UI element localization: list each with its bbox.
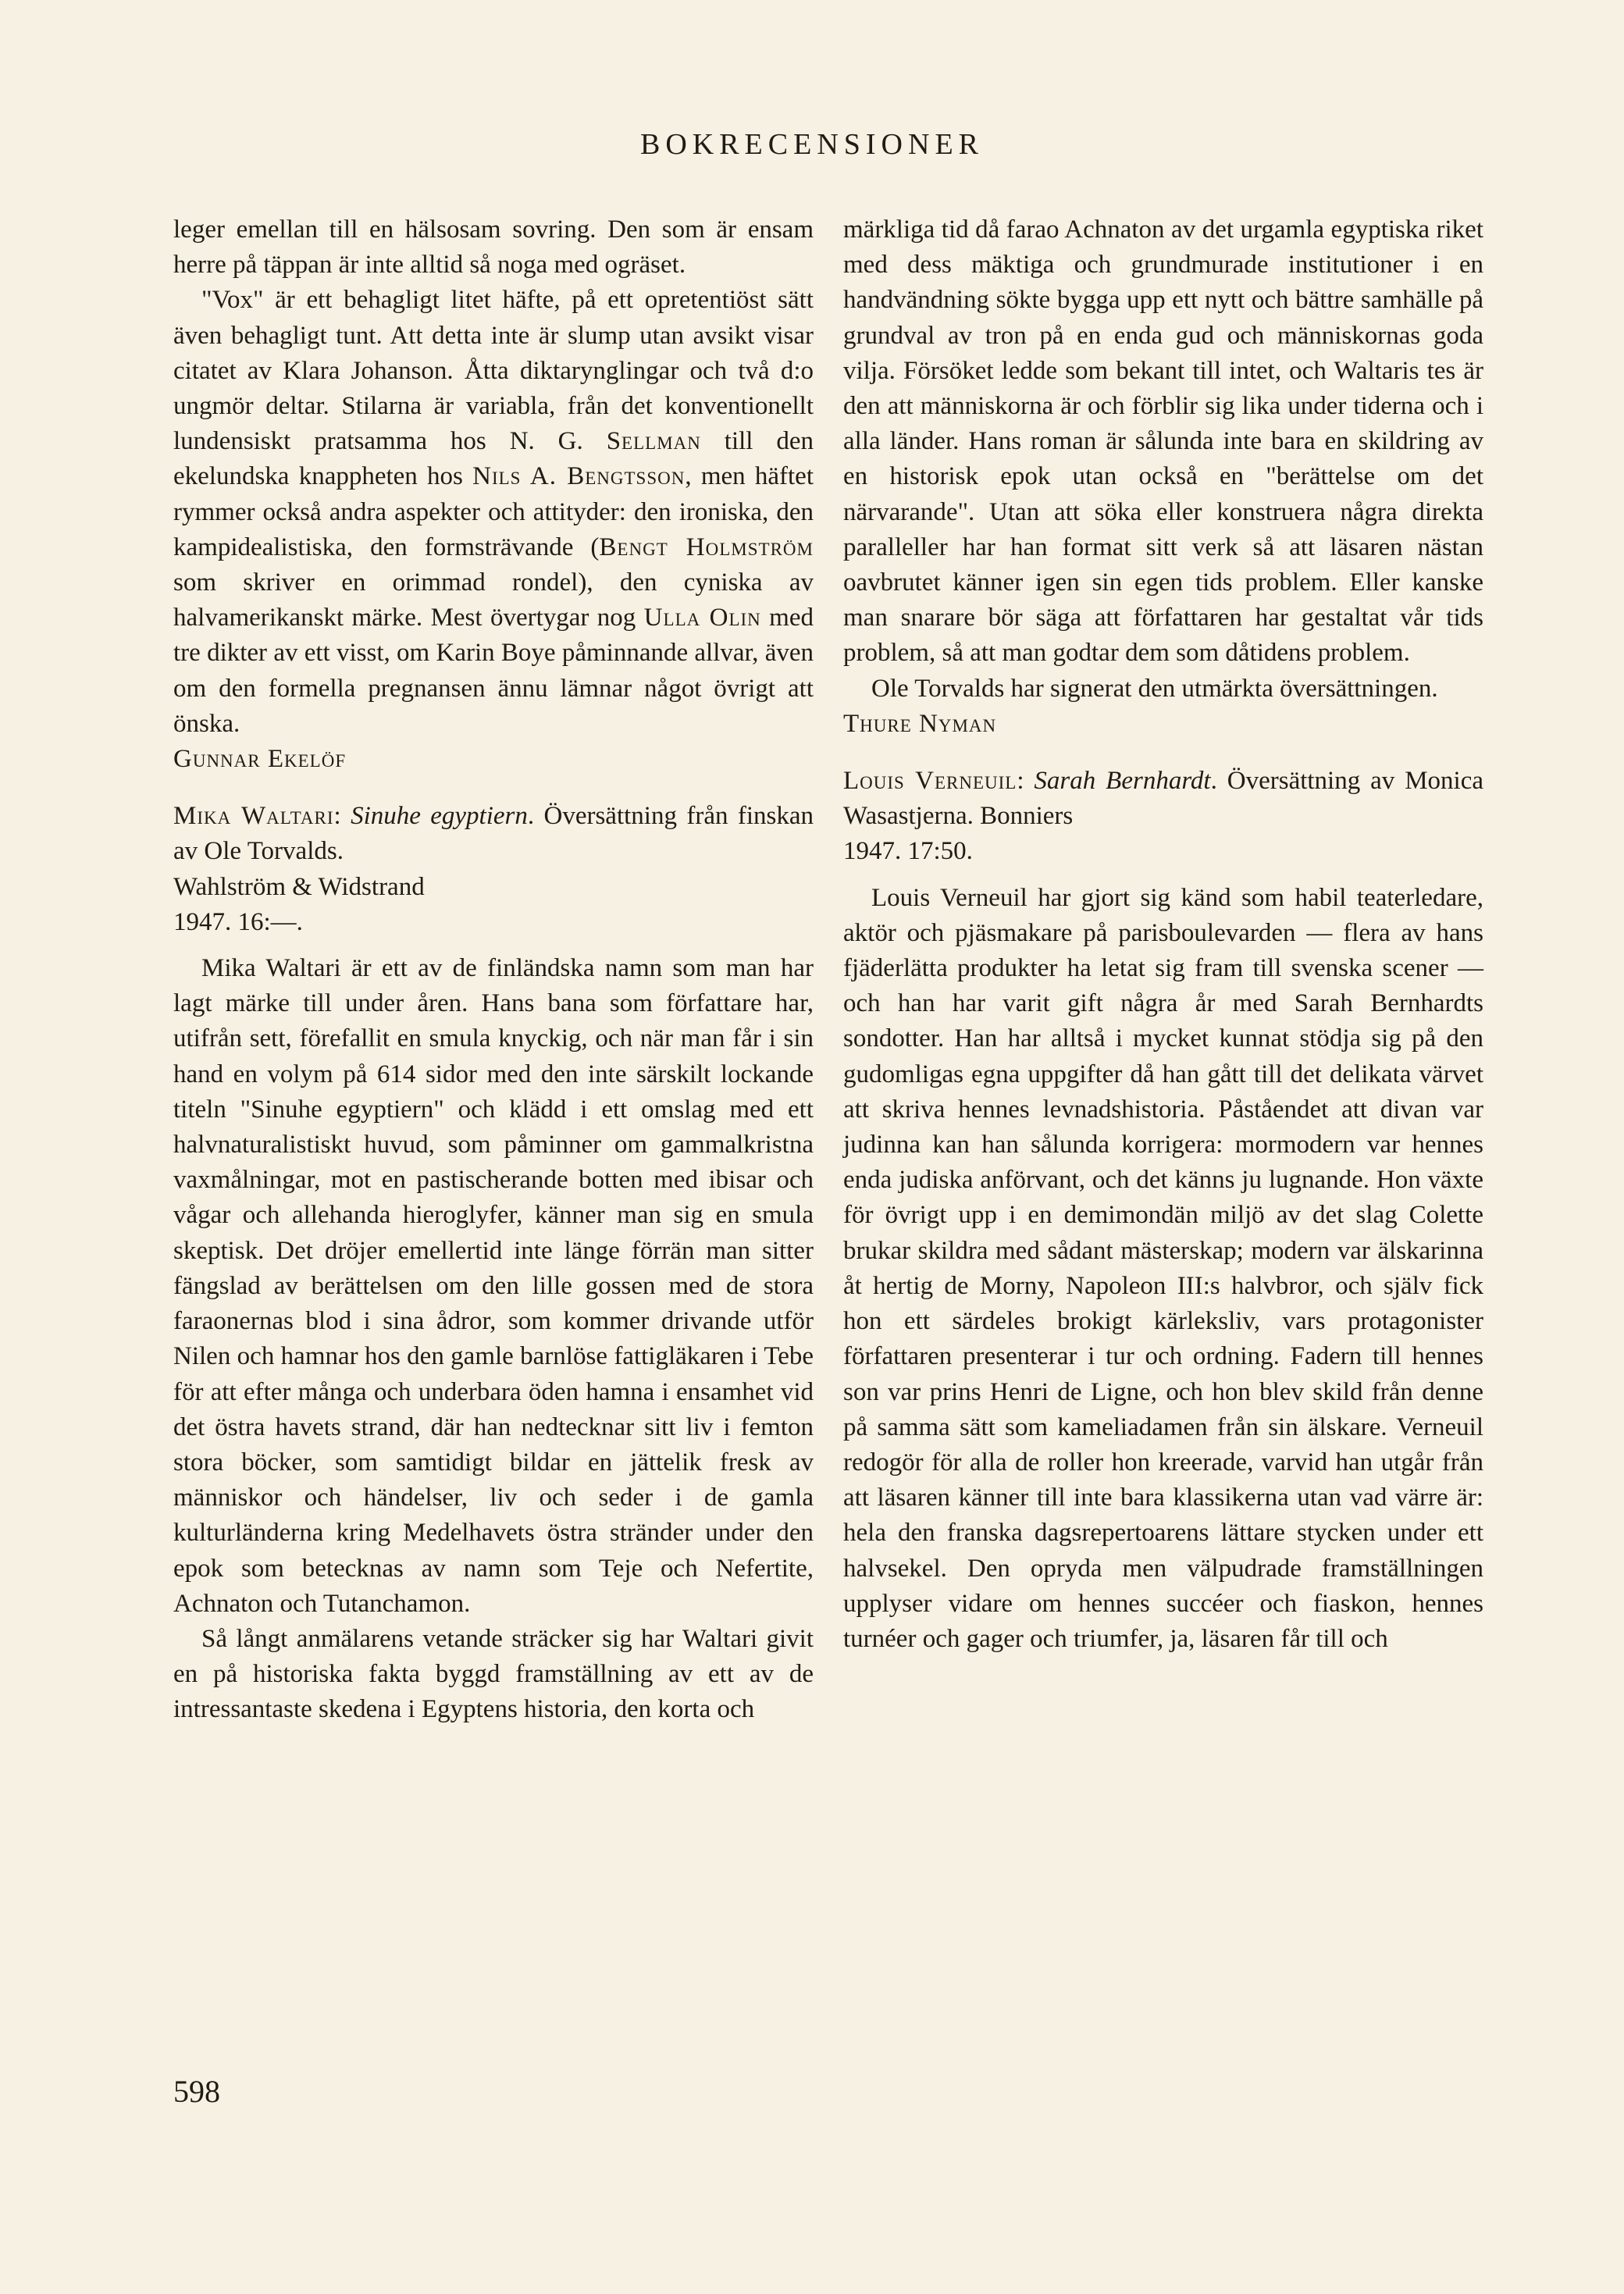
text-run: som skriver en orimmad rondel), den cyniska av halvamerikanskt märke. Mest övertygar nog [173,568,814,632]
spacer [173,777,814,799]
person-name: Bengt Holmström [599,533,814,561]
spacer [843,870,1483,881]
paragraph: Ole Torvalds har signerat den utmärkta översättningen. [871,674,1438,703]
review-meta: . Översättning av Monica Wasastjerna. Bonniers [843,767,1483,831]
review-publisher: Wahlström & Widstrand [173,872,425,901]
review-price: 1947. 16:—. [173,907,303,936]
spacer [843,742,1483,764]
spacer [173,940,814,951]
review-author: Louis Verneuil [843,767,1017,796]
reviewer-signature: Thure Nyman [843,709,997,738]
paragraph-vox-review [173,283,814,742]
review-heading: Louis Verneuil: Sarah Bernhardt. Översättning av Monica Wasastjerna. Bonniers 1947. 17:50. [843,767,1483,866]
text-run: "Vox" är ett behagligt litet häfte, på ett opretentiöst sätt även behagligt tunt. Att detta inte är slump utan avsikt visar citatet av Klara Johanson. Åtta diktarynglingar och två d:o ungmör deltar. Stilarna är variabla, från det konventionellt lundensiskt pratsamma hos N. G. [173,286,814,456]
page-number: 598 [173,2074,220,2109]
review-title: Sarah Bernhardt [1034,767,1211,796]
text-run: , men häftet rymmer också andra aspekter och attityder: den ironiska, den kampidealistiska, den formsträvande ( [173,462,814,561]
left-column [173,212,814,1728]
review-author: Mika Waltari [173,802,334,831]
review-price: 1947. 17:50. [843,837,973,866]
paragraph: Så långt anmälarens vetande sträcker sig har Waltari givit en på historiska fakta byggd framställning av ett av de intressantaste skedena i Egyptens historia, den korta och [173,1624,814,1724]
paragraph: leger emellan till en hälsosam sovring. Den som är ensam herre på täppan är inte alltid så noga med ogräset. [173,216,814,280]
person-name: Ulla Olin [643,604,761,632]
running-head: BOKRECENSIONER [639,128,985,161]
review-heading: Mika Waltari: Sinuhe egyptiern. Översättning från finskan av Ole Torvalds. Wahlström & Widstrand 1947. 16:—. [173,802,814,936]
text-run: till den ekelundska knappheten hos [173,427,814,491]
review-title: Sinuhe egyptiern [351,802,528,831]
paragraph: Mika Waltari är ett av de finländska namn som man har lagt märke till under åren. Hans bana som författare har, utifrån sett, förefallit en smula knyckig, och när man får i sin hand en volym på 614 sidor med den inte särskilt lockande titeln "Sinuhe egyptiern" och klädd i ett omslag med ett halvnaturalistiskt huvud, som påminner om gammalkristna vaxmålningar, mot en pastischerande botten med ibisar och vågar och allehanda hieroglyfer, känner man sig en smula skeptisk. Det dröjer emellertid inte länge förrän man sitter fängslad av berättelsen om den lille gossen med de stora faraonernas blod i sina ådror, som kommer drivande utför Nilen och hamnar hos den gamle barnlöse fattigläkaren i Tebe för att efter många och underbara öden hamna i ensamhet vid det östra havets strand, där han nedtecknar sitt liv i femton stora böcker, som samtidigt bildar en jättelik fresk av människor och händelser, liv och seder i de gamla kulturländerna kring Medelhavets östra stränder under den epok som betecknas av namn som Teje och Nefertite, Achnaton och Tutanchamon. [173,954,814,1618]
person-name: Nils A. Bengtsson [472,462,686,491]
reviewer-signature: Gunnar Ekelöf [173,745,347,774]
text-run: med tre dikter av ett visst, om Karin Boye påminnande allvar, även om den formella pregnansen ännu lämnar något övrigt att önska. [173,604,814,738]
review-meta: . Översättning från finskan av Ole Torvalds. [173,802,814,866]
paragraph: märkliga tid då farao Achnaton av det urgamla egyptiska riket med dess mäktiga och grundmurade institutioner i en handvändning sökte bygga upp ett nytt och bättre samhälle på grundval av tron på en enda gud och människornas goda vilja. Försöket ledde som bekant till intet, och Waltaris tes är den att människorna är och förblir sig lika under tiderna och i alla länder. Hans roman är sålunda inte bara en skildring av en historisk epok utan också en "berättelse om det närvarande". Utan att söka eller konstruera några direkta paralleller har han format sitt verk så att läsaren nästan oavbrutet känner igen sin egen tids problem. Eller kanske man snarare bör säga att författaren har gestaltat vår tids problem, så att man godtar dem som dåtidens problem. [843,216,1483,668]
paragraph: Louis Verneuil har gjort sig känd som habil teaterledare, aktör och pjäsmakare på parisboulevarden — flera av hans fjäderlätta produkter ha letat sig fram till svenska scener — och han har varit gift några år med Sarah Bernhardts sondotter. Han har alltså i mycket kunnat stödja sig på den gudomligas egna uppgifter då han gått till det delikata värvet att skriva hennes levnadshistoria. Påståendet att divan var judinna kan han sålunda korrigera: mormodern var hennes enda judiska anförvant, och det känns ju lugnande. Hon växte för övrigt upp i en demimondän miljö av det slag Colette brukar skildra med sådant mästerskap; modern var älskarinna åt hertig de Morny, Napoleon III:s halvbror, och själv fick hon ett särdeles brokigt kärleksliv, vars protagonister författaren presenterar i tur och ordning. Fadern till hennes son var prins Henri de Ligne, och hon blev skild från denne på samma sätt som kameliadamen från sin älskare. Verneuil redogör för alla de roller hon kreerade, varvid han utgår från att läsaren känner till inte bara klassikerna utan vad värre är: hela den franska dagsrepertoarens lättare stycken under ett halvsekel. Den opryda men välpudrade framställningen upplyser vidare om hennes succéer och fiaskon, hennes turnéer och gager och triumfer, ja, läsaren får till och [843,883,1483,1653]
right-column [843,212,1483,1657]
person-name: Sellman [606,427,701,456]
